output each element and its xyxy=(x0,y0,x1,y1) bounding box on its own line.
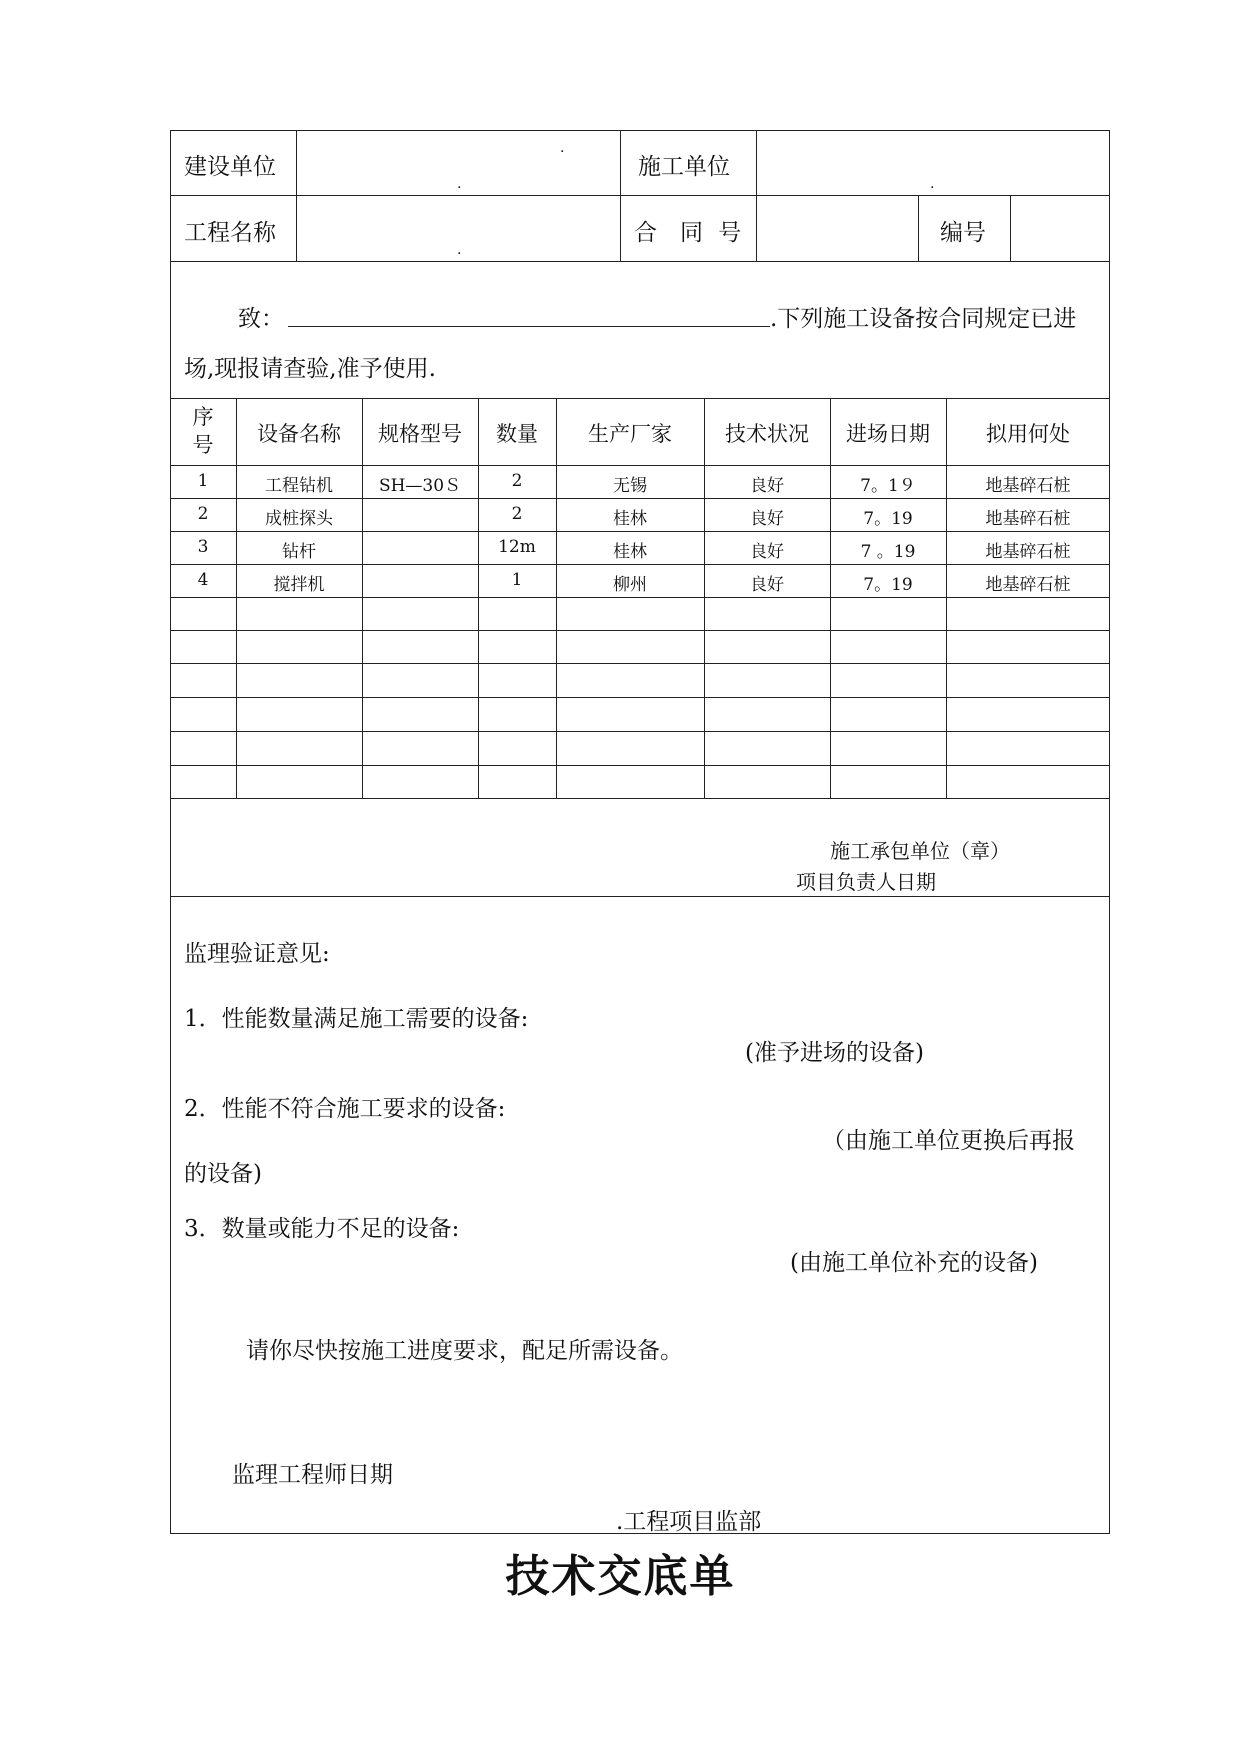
divider xyxy=(830,398,831,798)
divider xyxy=(478,398,479,798)
contractor-label: 施工单位 xyxy=(638,154,730,180)
divider xyxy=(170,465,1110,466)
divider xyxy=(170,195,1110,196)
manager-date-label: 项目负责人日期 xyxy=(796,870,936,894)
item3-label: 3．数量或能力不足的设备: xyxy=(184,1216,460,1242)
table-cell: 良好 xyxy=(750,509,784,529)
divider xyxy=(170,697,1110,698)
table-cell: 2 xyxy=(197,504,209,524)
divider xyxy=(704,398,705,798)
table-cell: 良好 xyxy=(750,575,784,595)
page-title: 技术交底单 xyxy=(505,1551,736,1602)
column-header-quantity: 数量 xyxy=(496,422,538,446)
item1-note: (准予进场的设备) xyxy=(745,1040,924,1066)
divider xyxy=(236,398,237,798)
request-text: 请你尽快按施工进度要求，配足所需设备。 xyxy=(246,1338,683,1364)
divider xyxy=(170,531,1110,532)
table-cell: 4 xyxy=(197,570,209,590)
equipment-entry-form xyxy=(170,130,1110,1534)
divider xyxy=(918,195,919,261)
table-cell: 成桩探头 xyxy=(265,509,333,529)
divider xyxy=(170,798,1110,799)
divider xyxy=(170,398,1110,399)
supervision-dept: .工程项目监部 xyxy=(616,1509,762,1535)
contractor-value: . xyxy=(930,176,935,192)
column-header-entry-date: 进场日期 xyxy=(846,422,930,446)
supervision-opinion-label: 监理验证意见: xyxy=(184,941,330,967)
table-cell: 桂林 xyxy=(613,542,647,562)
divider xyxy=(170,498,1110,499)
table-cell: 3 xyxy=(197,537,209,557)
column-header-serial-text: 序号 xyxy=(192,405,214,457)
table-cell: 2 xyxy=(511,471,523,491)
divider xyxy=(556,398,557,798)
engineer-date-label: 监理工程师日期 xyxy=(232,1462,393,1488)
item2-note-continued: 的设备) xyxy=(184,1161,262,1187)
table-cell: SH—30Ｓ xyxy=(378,476,462,496)
serial-number-label: 编号 xyxy=(940,220,986,246)
divider xyxy=(170,564,1110,565)
divider xyxy=(170,731,1110,732)
divider xyxy=(170,630,1110,631)
column-header-condition: 技术状况 xyxy=(725,422,809,446)
table-cell: 7。19 xyxy=(863,575,913,595)
item2-note: （由施工单位更换后再报 xyxy=(822,1128,1075,1154)
table-cell: 搅拌机 xyxy=(273,575,325,595)
table-cell: 2 xyxy=(511,504,523,524)
divider xyxy=(946,398,947,798)
column-header-manufacturer: 生产厂家 xyxy=(588,422,672,446)
column-header-usage: 拟用何处 xyxy=(986,422,1070,446)
divider xyxy=(362,398,363,798)
project-name-label: 工程名称 xyxy=(184,220,276,246)
item2-label: 2．性能不符合施工要求的设备: xyxy=(184,1096,506,1122)
table-cell: 良好 xyxy=(750,542,784,562)
item1-label: 1．性能数量满足施工需要的设备: xyxy=(184,1006,529,1032)
divider xyxy=(170,896,1110,897)
table-cell: 7 。19 xyxy=(860,542,916,562)
addressee-blank[interactable] xyxy=(288,326,770,327)
divider xyxy=(170,261,1110,262)
owner-label: 建设单位 xyxy=(184,154,276,180)
table-cell: 地基碎石桩 xyxy=(985,542,1071,562)
divider xyxy=(296,130,297,261)
divider xyxy=(620,130,621,261)
to-label: 致： xyxy=(238,306,284,332)
owner-value: . xyxy=(560,140,565,156)
column-header-name: 设备名称 xyxy=(257,422,341,446)
divider xyxy=(170,663,1110,664)
column-header-serial xyxy=(170,403,236,459)
project-name-value: . xyxy=(457,242,462,258)
table-cell: 桂林 xyxy=(613,509,647,529)
table-cell: 地基碎石桩 xyxy=(985,476,1071,496)
divider xyxy=(1010,195,1011,261)
contract-number-label: 合 同 号 xyxy=(634,220,742,246)
divider xyxy=(170,597,1110,598)
contractor-seal-label: 施工承包单位（章） xyxy=(830,839,1010,863)
table-cell: 工程钻机 xyxy=(265,476,333,496)
table-cell: 7。19 xyxy=(863,509,913,529)
table-cell: 无锡 xyxy=(613,476,647,496)
column-header-model: 规格型号 xyxy=(378,422,462,446)
table-cell: 钻杆 xyxy=(282,542,316,562)
divider xyxy=(170,765,1110,766)
table-cell: 7。1９ xyxy=(860,476,916,496)
divider xyxy=(756,130,757,261)
table-cell: 良好 xyxy=(750,476,784,496)
table-cell: 1 xyxy=(197,471,209,491)
item3-note: (由施工单位补充的设备) xyxy=(790,1250,1038,1276)
owner-value: . xyxy=(457,176,462,192)
table-cell: 12m xyxy=(498,537,536,557)
table-cell: 地基碎石桩 xyxy=(985,575,1071,595)
notice-line1: .下列施工设备按合同规定已进 xyxy=(770,306,1077,332)
table-cell: 地基碎石桩 xyxy=(985,509,1071,529)
table-cell: 1 xyxy=(511,570,523,590)
table-cell: 柳州 xyxy=(613,575,647,595)
notice-line2: 场,现报请查验,准予使用. xyxy=(184,356,436,382)
